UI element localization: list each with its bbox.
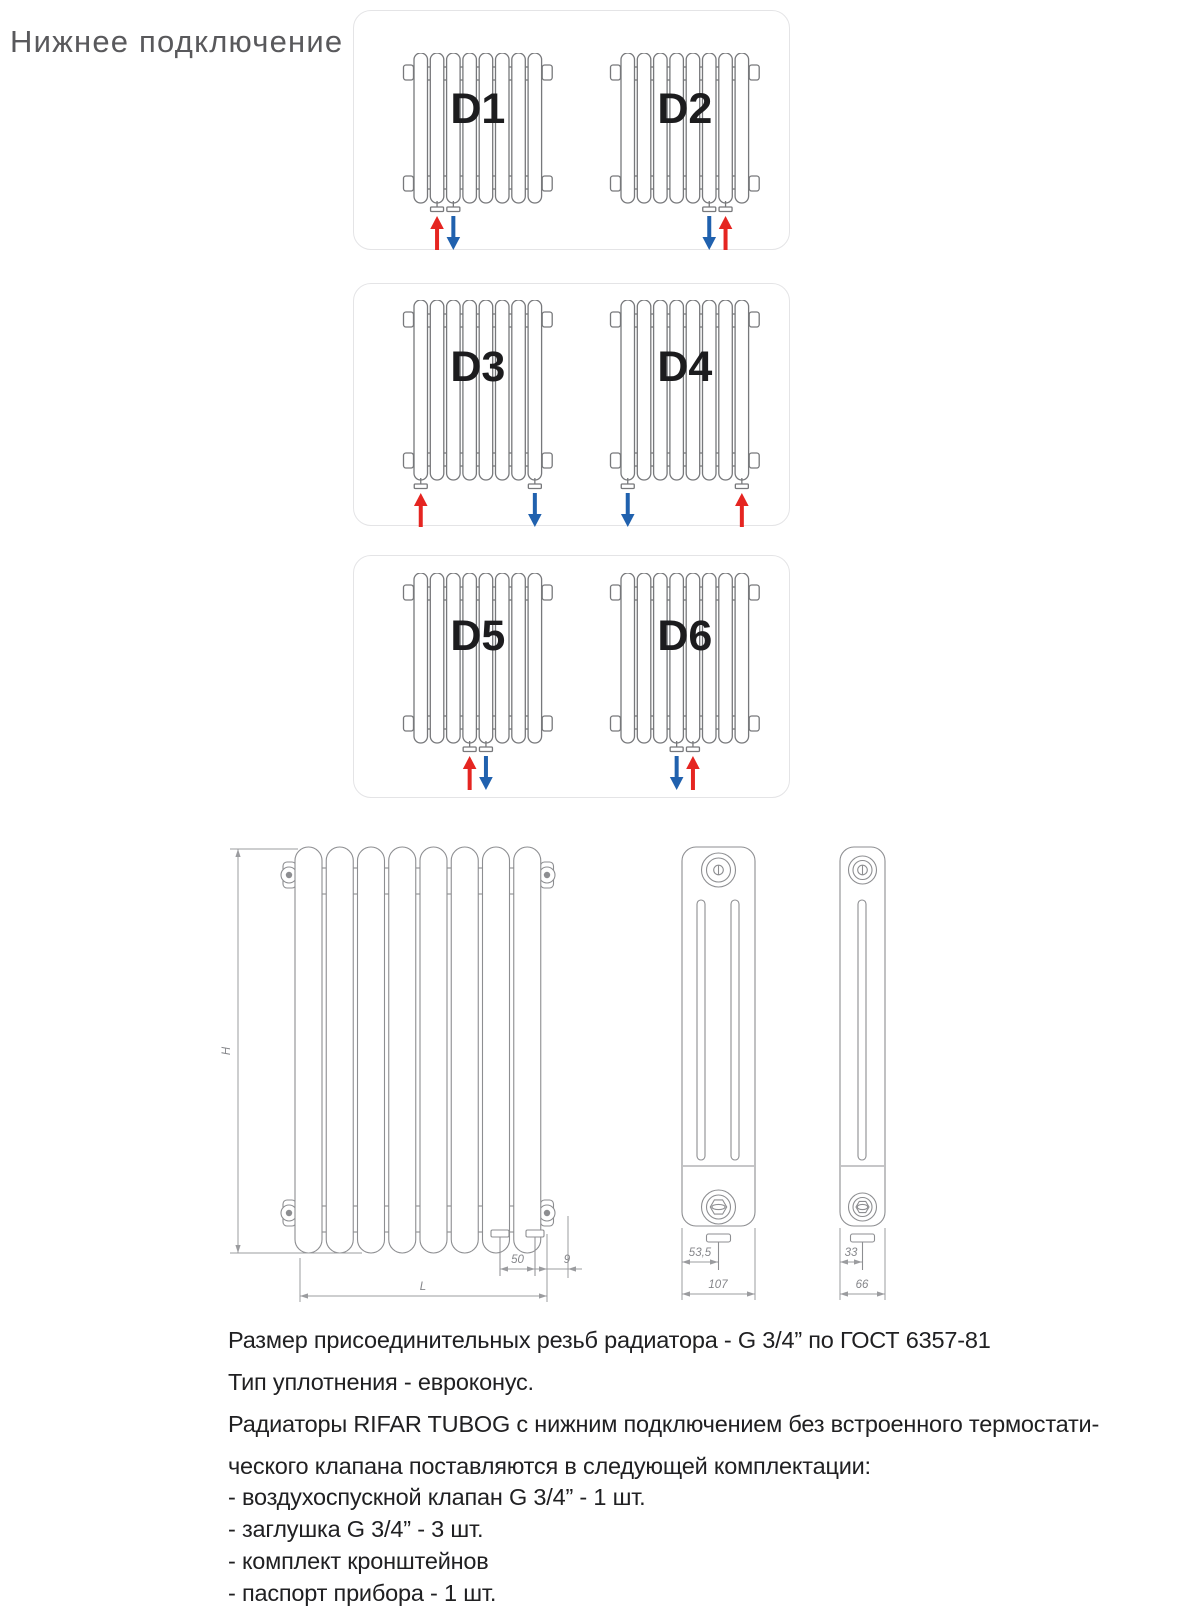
notes bbox=[228, 1327, 1100, 1613]
flow-arrow-up-icon bbox=[686, 756, 700, 790]
radiator-diagram bbox=[399, 573, 557, 793]
flow-arrow-up-icon bbox=[463, 756, 477, 790]
radiator-diagram bbox=[606, 300, 764, 530]
page-title: Нижнее подключение bbox=[10, 24, 344, 59]
radiator-diagram bbox=[399, 300, 557, 530]
connection-panel bbox=[353, 283, 790, 526]
flow-arrow-up-icon bbox=[430, 216, 444, 250]
flow-arrow-up-icon bbox=[719, 216, 733, 250]
diagram-label: D5 bbox=[450, 612, 506, 661]
flow-arrow-up-icon bbox=[414, 493, 428, 527]
diagram-label: D2 bbox=[657, 85, 713, 133]
diagram-label: D3 bbox=[450, 342, 506, 391]
flow-arrow-down-icon bbox=[670, 756, 684, 790]
note-line: - комплект кронштейнов bbox=[228, 1548, 489, 1574]
note-line: ческого клапана поставляются в следующей комплектации: bbox=[228, 1453, 871, 1479]
dim-label: 9 bbox=[563, 1254, 571, 1266]
flow-arrow-down-icon bbox=[479, 756, 493, 790]
diagram-label: D4 bbox=[657, 342, 713, 391]
technical-drawing bbox=[190, 808, 910, 1308]
diagram-label: D6 bbox=[657, 612, 713, 661]
dim-label: 107 bbox=[708, 1279, 728, 1291]
radiator-diagram bbox=[606, 53, 764, 253]
diagram-label: D1 bbox=[450, 85, 506, 133]
radiator-diagram bbox=[606, 573, 764, 793]
note-line: Радиаторы RIFAR TUBOG с нижним подключением без встроенного термостати- bbox=[228, 1411, 1100, 1437]
flow-arrow-up-icon bbox=[735, 493, 749, 527]
connection-panel bbox=[353, 10, 790, 250]
dim-label: L bbox=[419, 1281, 427, 1293]
flow-arrow-down-icon bbox=[621, 493, 635, 527]
dim-label: 33 bbox=[844, 1247, 858, 1259]
dim-label: 66 bbox=[855, 1279, 869, 1291]
dim-label: 50 bbox=[511, 1254, 524, 1266]
note-line: - воздухоспускной клапан G 3/4” - 1 шт. bbox=[228, 1484, 646, 1510]
note-line: - паспорт прибора - 1 шт. bbox=[228, 1580, 497, 1606]
radiator-diagram bbox=[399, 53, 557, 253]
dim-label: H bbox=[221, 1046, 233, 1056]
connection-panel bbox=[353, 555, 790, 798]
flow-arrow-down-icon bbox=[447, 216, 461, 250]
note-line: Тип уплотнения - евроконус. bbox=[228, 1369, 534, 1395]
note-line: Размер присоединительных резьб радиатора - G 3/4” по ГОСТ 6357-81 bbox=[228, 1327, 991, 1353]
flow-arrow-down-icon bbox=[528, 493, 542, 527]
dim-label: 53,5 bbox=[688, 1247, 712, 1259]
note-line: - заглушка G 3/4” - 3 шт. bbox=[228, 1516, 484, 1542]
flow-arrow-down-icon bbox=[702, 216, 716, 250]
